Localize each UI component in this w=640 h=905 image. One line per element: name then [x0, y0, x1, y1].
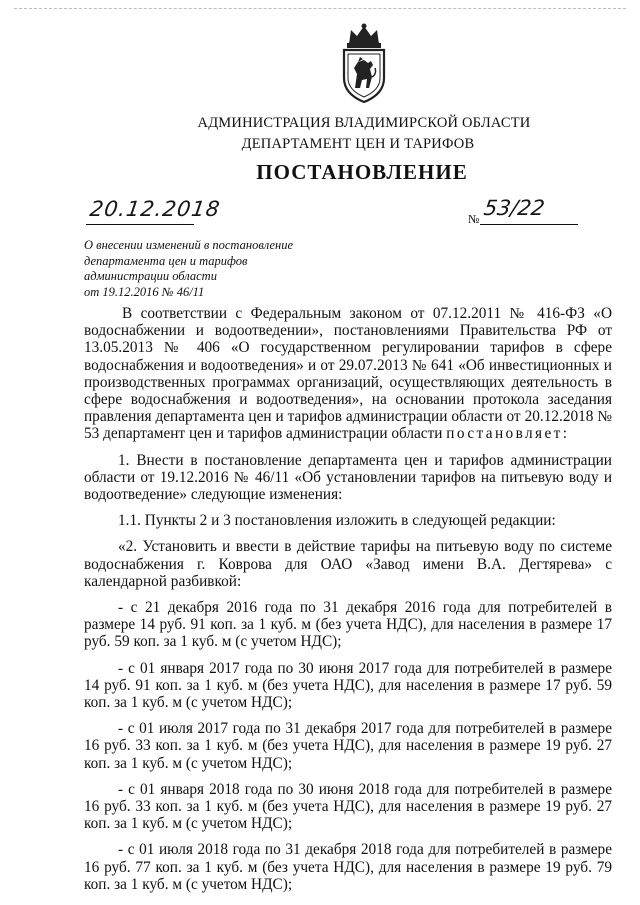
number-prefix: №	[468, 212, 480, 226]
document-date: 20.12.2018	[88, 197, 222, 221]
preamble-action: постановляет:	[446, 425, 570, 443]
document-number: 53/22	[482, 196, 547, 220]
tariff-paragraph: - с 01 января 2018 года по 30 июня 2018 года для потребителей в размере 16 руб. 33 коп. за 1 куб. м (без учета НДС), для населения в размере 19 руб. 27 коп. за 1 куб. м (с учетом НДС);	[84, 780, 612, 833]
coat-of-arms-icon	[335, 22, 393, 106]
subject-line: департамента цен и тарифов	[84, 253, 248, 268]
tariff-paragraph: - с 01 июля 2018 года по 31 декабря 2018 года для потребителей в размере 16 руб. 77 коп. за 1 куб. м (без учета НДС), для населения в размере 19 руб. 79 коп. за 1 куб. м (с учетом НДС);	[84, 841, 612, 893]
tariff-paragraph: - с 01 января 2017 года по 30 июня 2017 года для потребителей в размере 14 руб. 91 коп. за 1 куб. м (без учета НДС), для населения в размере 17 руб. 59 коп. за 1 куб. м (с учетом НДС);	[84, 659, 612, 712]
scan-edge-rule	[14, 8, 626, 9]
header-administration: АДМИНИСТРАЦИЯ ВЛАДИМИРСКОЙ ОБЛАСТИ	[197, 115, 531, 131]
subject-line: от 19.12.2016 № 46/11	[84, 284, 205, 299]
number-underline	[480, 224, 578, 225]
quote-intro-paragraph: «2. Установить и ввести в действие тарифы на питьевую воду по системе водоснабжения г. Коврова для ОАО «Завод имени В.А. Дегтярева» с календарной разбивкой:	[84, 538, 612, 590]
document-body	[84, 305, 612, 893]
tariff-paragraph: - с 01 июля 2017 года по 31 декабря 2017 года для потребителей в размере 16 руб. 33 коп. за 1 куб. м (без учета НДС), для населения в размере 19 руб. 27 коп. за 1 куб. м (с учетом НДС);	[84, 720, 612, 772]
document-title: ПОСТАНОВЛЕНИЕ	[256, 160, 468, 184]
subject-line: О внесении изменений в постановление	[84, 238, 294, 252]
preamble-paragraph	[84, 305, 612, 443]
subject-line: администрации области	[84, 269, 217, 283]
item-1-paragraph: 1. Внести в постановление департамента цен и тарифов администрации области от 19.12.2016 № 46/11 «Об установлении тарифов на питьевую воду и водоотведение» следующие изменения:	[84, 451, 612, 504]
tariff-paragraph: - с 21 декабря 2016 года по 31 декабря 2016 года для потребителей в размере 14 руб. 91 коп. за 1 куб. м (без учета НДС), для населения в размере 17 руб. 59 коп. за 1 куб. м (с учетом НДС);	[84, 599, 612, 651]
document-subject	[84, 238, 344, 300]
date-underline	[86, 224, 194, 225]
item-1-1-paragraph: 1.1. Пункты 2 и 3 постановления изложить в следующей редакции:	[118, 512, 556, 530]
preamble-text: В соответствии с Федеральным законом от 07.12.2011 № 416-ФЗ «О водоснабжении и водоотведении», постановлениями Правительства РФ от 13.05.2013 № 406 «О государственном регулировании тарифов в сфере водоснабжения и водоотведения» и от 29.07.2013 № 641 «Об инвестиционных и производственных программах организаций, осуществляющих деятельность в сфере водоснабжения и водоотведения», на основании протокола заседания правления департамента цен и тарифов администрации области от 20.12.2018 № 53 департамент цен и тарифов администрации области	[84, 305, 612, 443]
header-department: ДЕПАРТАМЕНТ ЦЕН И ТАРИФОВ	[241, 136, 475, 152]
